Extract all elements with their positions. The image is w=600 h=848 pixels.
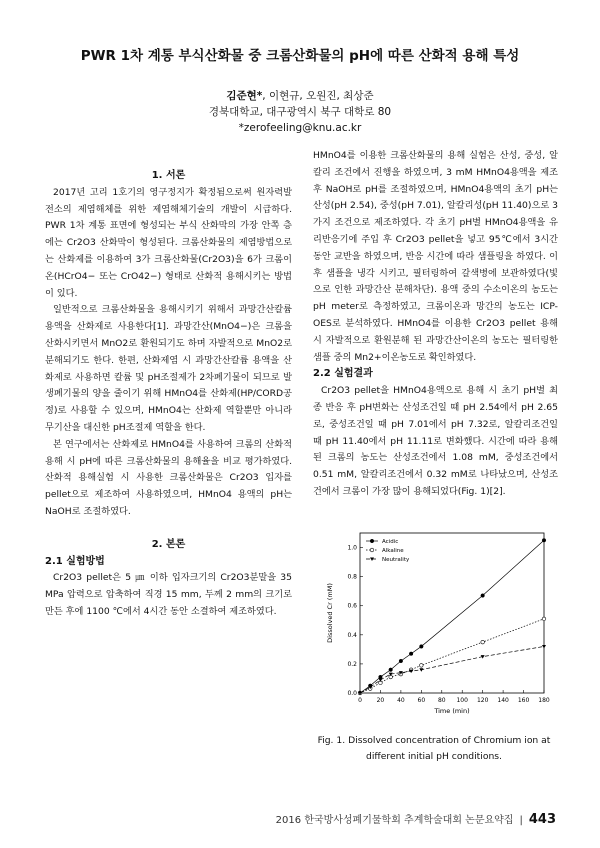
data-point-acidic xyxy=(542,538,546,542)
series-line-acidic xyxy=(360,540,544,693)
y-tick-label: 0.4 xyxy=(347,631,357,639)
methods-paragraph-2: HMnO4를 이용한 크롬산화물의 용해 실험은 산성, 중성, 알칼리 조건에서 진행을 하였으며, 3 mM HMnO4용액을 제조 후 NaOH로 pH를 조절하였으며, HMnO4용액의 초기 pH는 산성(pH 2.54), 중성(pH 7.01), 알칼리성(pH 11.40)으로 3가지 조건으로 제조하였다. 각 초기 pH별 HMnO4용액을 유리반응기에 주입 후 Cr2O3 pellet을 넣고 95℃에서 3시간 동안 교반을 하였으며, 반응 시간에 따라 샘플링을 하였다. 이후 샘플을 냉각 시키고, 필터링하여 갈색병에 보관하였다(빛으로 인한 과망간산 분해차단). 용액 중의 수소이온의 농도는 pH meter로 측정하였고, 크롬이온과 망간의 농도는 ICP-OES로 분석하였다. HMnO4를 이용한 Cr2O3 pellet 용해 시 자발적으로 환원분해 된 과망간산이온의 농도는 필터링한 샘플 중의 Mn2+이온농도로 확인하였다. xyxy=(313,150,558,363)
figure-caption: Fig. 1. Dissolved concentration of Chromium ion at different initial pH conditions. xyxy=(317,735,551,762)
legend-marker-alkaline xyxy=(370,548,374,552)
author-block xyxy=(0,88,600,136)
footer-separator: | xyxy=(519,815,523,826)
y-tick-label: 0.6 xyxy=(347,602,357,610)
x-tick-label: 100 xyxy=(456,697,468,704)
data-point-alkaline xyxy=(542,617,546,621)
email: *zerofeeling@knu.ac.kr xyxy=(238,122,362,134)
data-point-acidic xyxy=(481,594,485,598)
co-authors: , 이현규, 오원진, 최상준 xyxy=(262,90,374,102)
footer-text: 2016 한국방사성폐기물학회 추계학술대회 논문요약집 xyxy=(275,815,514,826)
left-column xyxy=(45,168,292,621)
intro-paragraph-3: 본 연구에서는 산화제로 HMnO4를 사용하여 크롬의 산화적 용해 시 pH에 따른 크롬산화물의 용해율을 비교 평가하였다. 산화적 용해실험 시 사용한 크롬산화물은 Cr2O3 입자를 pellet으로 제조하여 사용하였으며, HMnO4 용액의 pH는 NaOH로 조절하였다. xyxy=(45,438,292,517)
figure-chart xyxy=(320,525,556,720)
legend-label-acidic: Acidic xyxy=(382,539,399,545)
x-tick-label: 140 xyxy=(497,697,509,704)
right-column xyxy=(313,148,558,501)
data-point-acidic xyxy=(379,675,383,679)
data-point-neutrality xyxy=(419,668,423,672)
author-line xyxy=(0,88,600,104)
legend-label-neutrality: Neutrality xyxy=(382,557,410,563)
paper-title: PWR 1차 계통 부식산화물 중 크롬산화물의 pH에 따른 산화적 용해 특성 xyxy=(80,48,520,64)
y-tick-label: 0.2 xyxy=(347,660,357,668)
x-tick-label: 60 xyxy=(417,697,426,704)
data-point-acidic xyxy=(399,659,403,663)
first-author: 김준현* xyxy=(226,90,263,102)
y-tick-label: 0.8 xyxy=(347,573,357,581)
x-axis-label: Time (min) xyxy=(434,707,470,715)
methods-paragraph-1: Cr2O3 pellet은 5 ㎛ 이하 입자크기의 Cr2O3분말을 35 MPa 압력으로 압축하여 직경 15 mm, 두께 2 mm의 크기로 만든 후에 1100 ℃에서 4시간 동안 소결하여 제조하였다. xyxy=(45,572,292,617)
results-heading: 2.2 실험결과 xyxy=(313,368,373,380)
data-point-acidic xyxy=(389,668,393,672)
intro-paragraph-2: 일반적으로 크롬산화물을 용해시키기 위해서 과망간산칼륨용액을 산화제로 사용한다[1]. 과망간산(MnO4−)은 크롬을 산화시키면서 MnO2로 환원되기도 하며 자발적으로 MnO2로 분해되기도 한다. 한편, 산화제염 시 과망간산칼륨 용액을 산화제로 사용하면 칼륨 및 pH조절제가 2차폐기물이 되므로 발생폐기물의 양을 줄이기 위해 HMnO4를 산화제(HP/CORD공정)로 사용할 수 있으며, HMnO4는 산화제 역할뿐만 아니라 무기산을 대신한 pH조절제 역할을 한다. xyxy=(45,304,292,433)
data-point-alkaline xyxy=(420,664,424,668)
x-tick-label: 160 xyxy=(517,697,530,704)
results-paragraph-1: Cr2O3 pellet을 HMnO4용액으로 용해 시 초기 pH별 최종 반응 후 pH변화는 산성조건일 때 pH 2.54에서 pH 2.65로, 중성조건일 때 pH 7.01에서 pH 7.32로, 알칼리조건일 때 pH 11.40에서 pH 11.11로 변화했다. 시간에 따라 용해된 크롬의 농도는 산성조건에서 1.08 mM, 중성조건에서 0.51 mM, 알칼리조건에서 0.32 mM로 나타났으며, 산성조건에서 크롬이 가장 많이 용해되었다(Fig. 1)[2]. xyxy=(313,385,558,497)
x-tick-label: 40 xyxy=(397,697,405,704)
intro-paragraph-1: 2017년 고리 1호기의 영구정지가 확정됨으로써 원자력발전소의 제염해체를 위한 제염해체기술의 개발이 시급하다. PWR 1차 계통 표면에 형성되는 부식 산화막의 가장 안쪽 층에는 Cr2O3 산화막이 형성된다. 크롬산화물의 제염방법으로는 산화제를 이용하여 3가 크롬산화물(Cr2O3)을 6가 크롬이온(HCrO4− 또는 CrO42−) 형태로 산화적 용해시키는 방법이 있다. xyxy=(45,186,292,299)
x-tick-label: 20 xyxy=(376,697,385,704)
x-tick-label: 180 xyxy=(538,697,550,704)
data-point-acidic xyxy=(409,652,413,656)
page-footer xyxy=(276,811,556,827)
y-tick-label: 1.0 xyxy=(347,544,357,552)
affiliation: 경북대학교, 대구광역시 북구 대학로 80 xyxy=(208,106,392,118)
methods-heading: 2.1 실험방법 xyxy=(45,555,105,567)
chart-svg xyxy=(320,525,556,720)
data-point-alkaline xyxy=(481,640,485,644)
legend-label-alkaline: Alkaline xyxy=(382,548,404,554)
x-tick-label: 0 xyxy=(358,697,362,704)
legend-marker-acidic xyxy=(370,539,374,543)
x-tick-label: 80 xyxy=(437,697,446,704)
data-point-acidic xyxy=(420,645,424,649)
x-tick-label: 120 xyxy=(476,697,489,704)
series-line-alkaline xyxy=(360,619,544,693)
body-heading: 2. 본론 xyxy=(151,538,186,550)
page-number: 443 xyxy=(528,812,556,827)
y-axis-label: Dissolved Cr (mM) xyxy=(326,583,334,643)
y-tick-label: 0.0 xyxy=(347,690,357,697)
intro-heading: 1. 서론 xyxy=(151,170,186,181)
data-point-neutrality xyxy=(542,645,546,649)
